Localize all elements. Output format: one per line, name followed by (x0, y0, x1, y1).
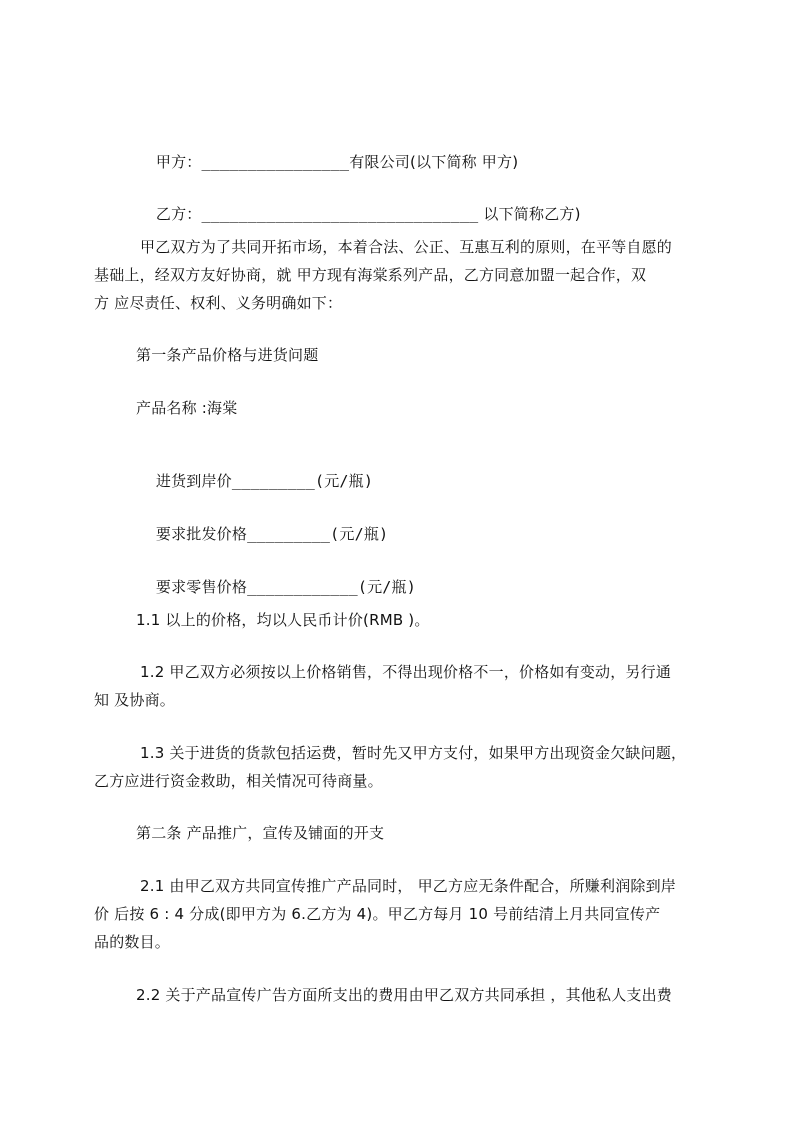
product-name: 产品名称 :海棠 (136, 399, 238, 417)
retail-price-label: 要求零售价格 (155, 578, 248, 596)
wholesale-price-unit: (元/瓶) (330, 525, 389, 543)
retail-price-unit: (元/瓶) (357, 578, 416, 596)
intro-line-1: 甲乙双方为了共同开拓市场，本着合法、公正、互惠互利的原则，在平等自愿的 (140, 238, 673, 256)
clause-1-2-line-1: 1.2 甲乙双方必须按以上价格销售，不得出现价格不一，价格如有变动，另行通 (140, 663, 672, 681)
clause-2-1-line-3: 品的数目。 (94, 933, 171, 951)
article2-title: 第二条 产品推广，宣传及铺面的开支 (136, 824, 385, 842)
arrival-price-label: 进货到岸价 (155, 472, 232, 490)
party-a-line (136, 132, 518, 192)
clause-2-1-line-1: 2.1 由甲乙双方共同宣传推广产品同时， 甲乙方应无条件配合，所赚利润除到岸 (140, 877, 676, 895)
article1-title: 第一条产品价格与进货问题 (136, 346, 319, 364)
clause-1-1: 1.1 以上的价格，均以人民币计价(RMB )。 (136, 611, 430, 629)
party-b-label: 乙方： (155, 205, 202, 223)
arrival-price-unit: (元/瓶) (314, 472, 374, 490)
clause-2-2-line-1: 2.2 关于产品宣传广告方面所支出的费用由甲乙双方共同承担 ，其他私人支出费 (136, 986, 672, 1004)
party-a-blank: ________________ (201, 153, 350, 171)
retail-price-line (136, 557, 416, 617)
clause-1-3-line-2: 乙方应进行资金救助，相关情况可待商量。 (94, 772, 383, 790)
arrival-price-line (136, 451, 373, 511)
retail-price-blank: ____________ (247, 578, 358, 596)
party-b-line (136, 184, 581, 244)
clause-1-2-line-2: 知 及协商。 (94, 691, 175, 709)
clause-1-3-line-1: 1.3 关于进货的货款包括运费，暂时先又甲方支付，如果甲方出现资金欠缺问题， (140, 744, 687, 762)
wholesale-price-line (136, 504, 388, 564)
wholesale-price-label: 要求批发价格 (155, 525, 248, 543)
party-b-rest: 以下简称乙方) (478, 205, 581, 223)
intro-line-2: 基础上，经双方友好协商，就 甲方现有海棠系列产品，乙方同意加盟一起合作，双 (94, 266, 647, 284)
wholesale-price-blank: _________ (247, 525, 331, 543)
clause-2-1-line-2: 价 后按 6 : 4 分成(即甲方为 6.乙方为 4)。甲乙方每月 10 号前结清上月共同宣传产 (94, 905, 661, 923)
intro-line-3: 方 应尽责任、权利、义务明确如下： (94, 294, 343, 312)
party-a-rest: 有限公司(以下简称 甲方) (349, 153, 519, 171)
party-b-blank: ______________________________ (201, 205, 479, 223)
party-a-label: 甲方： (155, 153, 202, 171)
arrival-price-blank: _________ (231, 472, 315, 490)
